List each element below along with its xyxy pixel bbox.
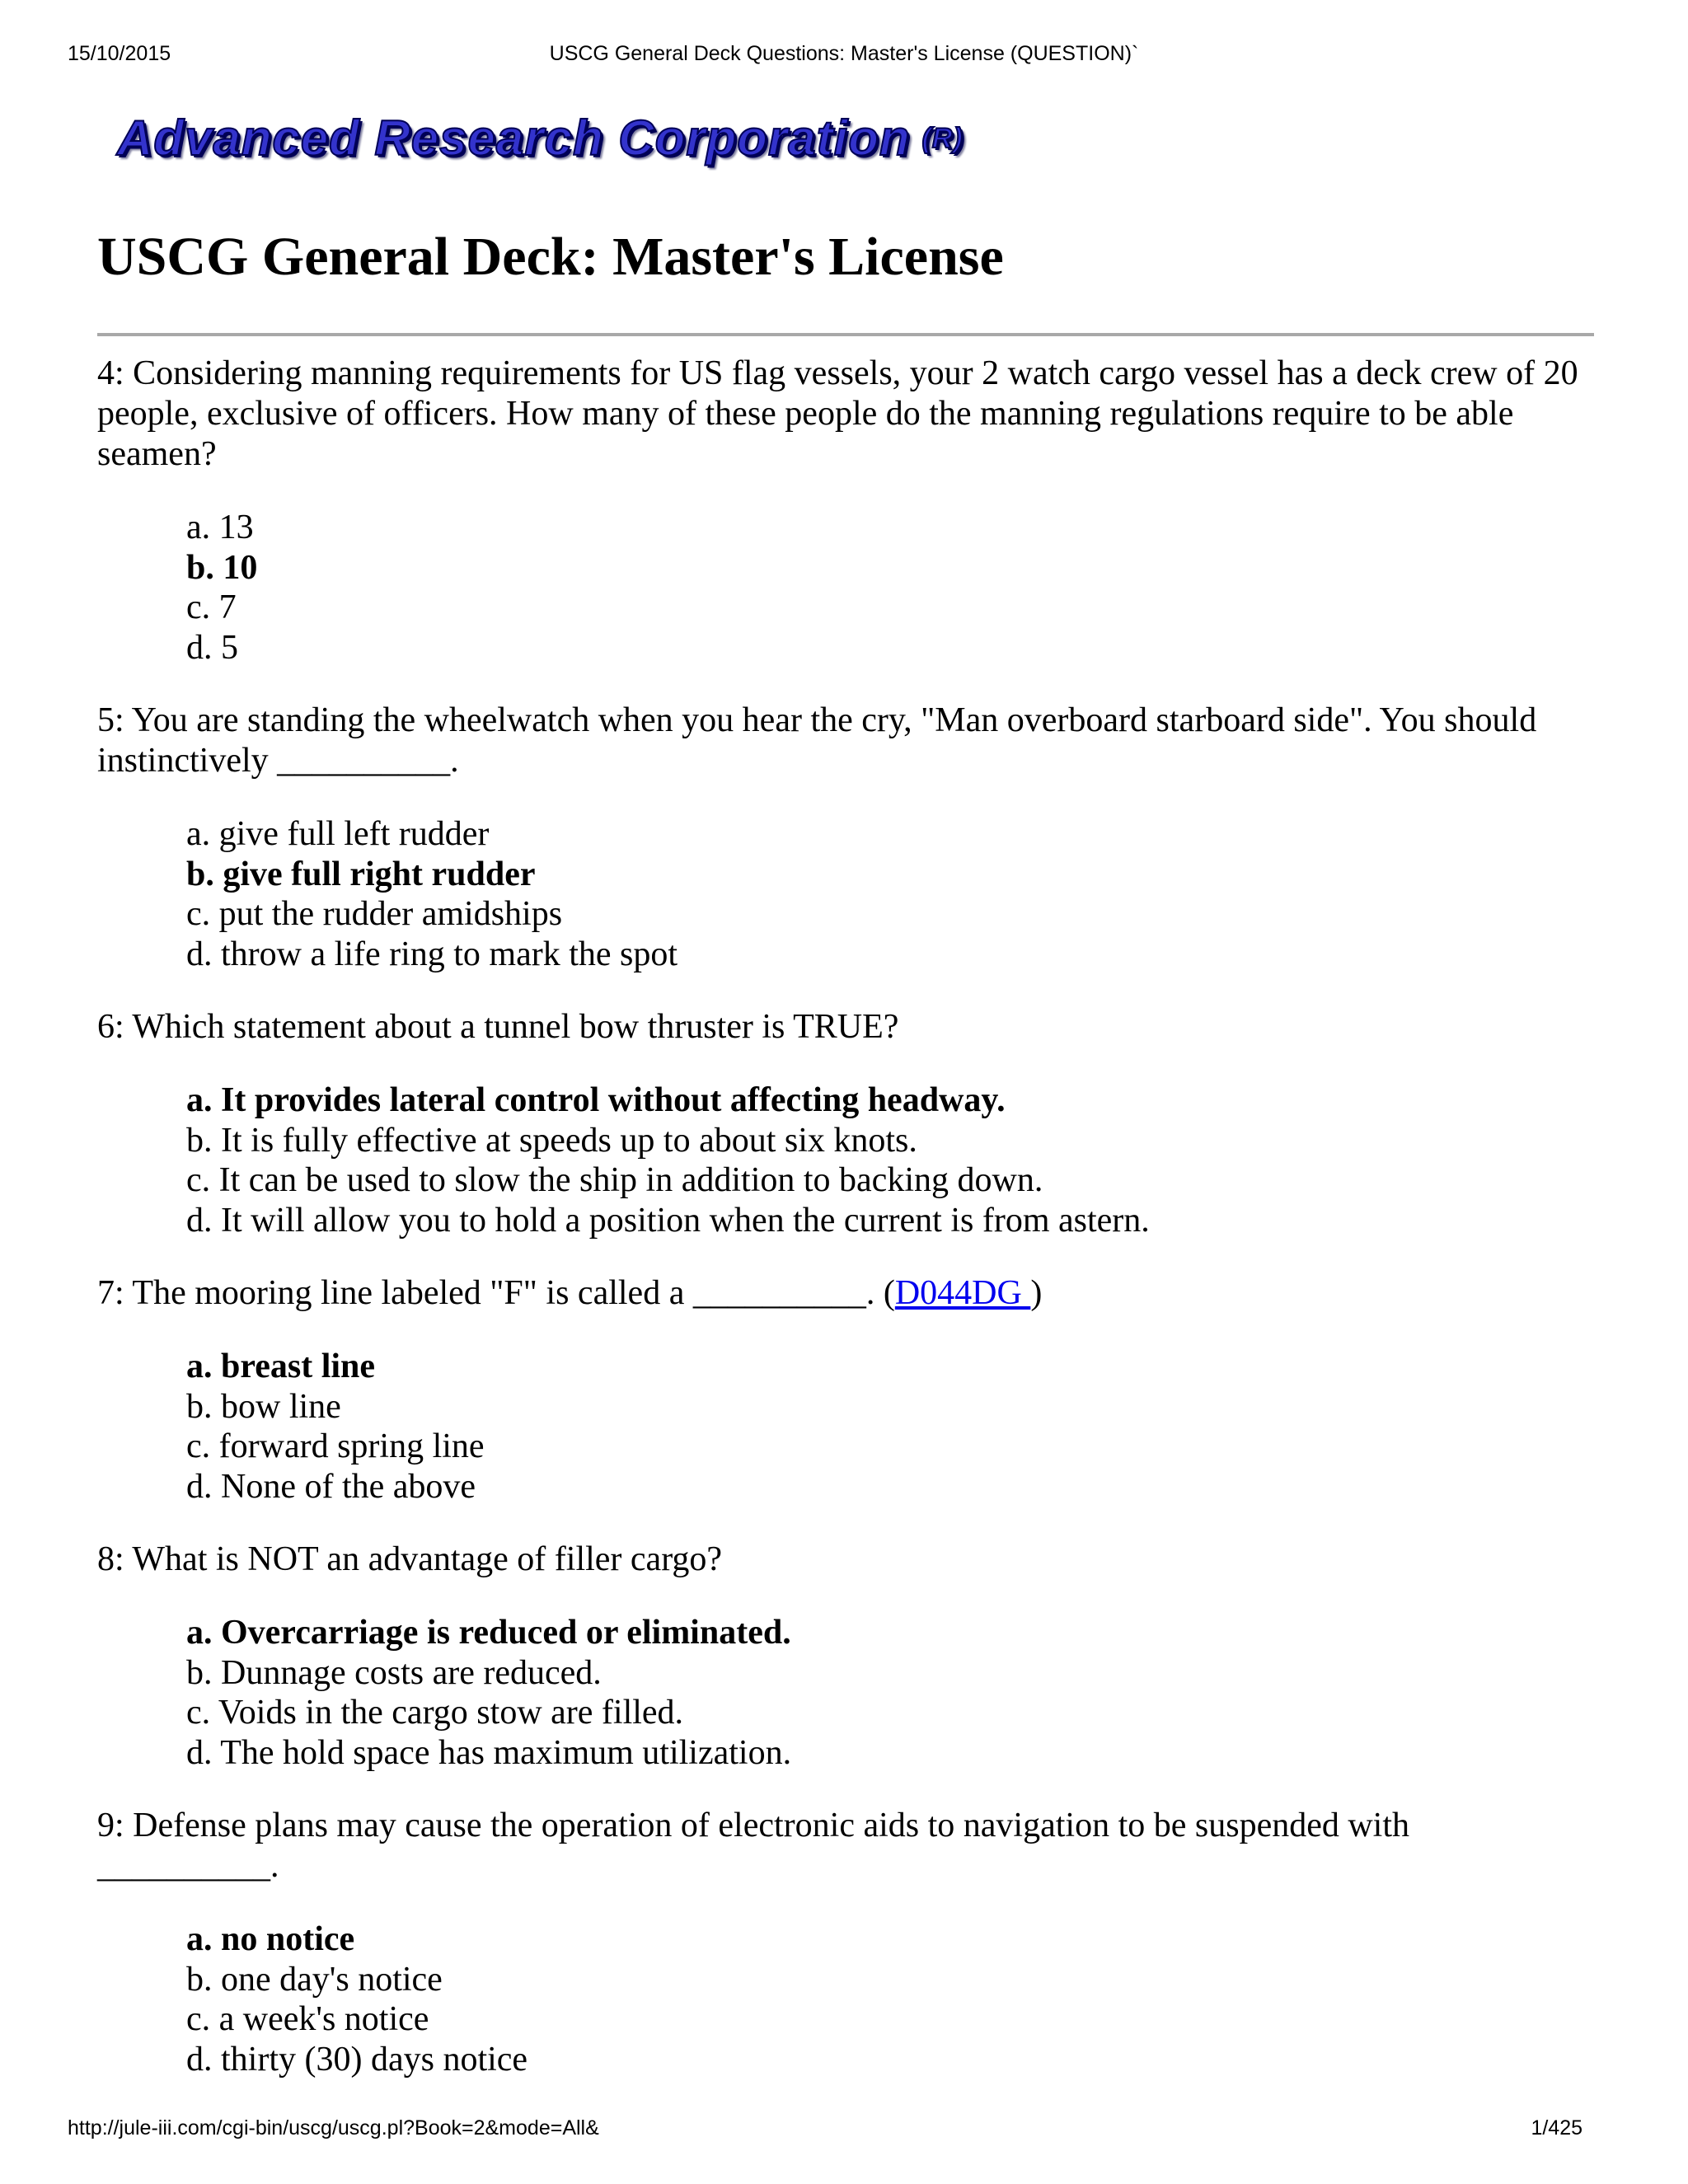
question-text: 6: Which statement about a tunnel bow thruster is TRUE? [97,1008,899,1046]
answer-option: d. The hold space has maximum utilization. [186,1733,792,1772]
answer-option-correct: b. 10 [186,548,258,587]
answer-list [186,1613,1597,1773]
answer-option: d. 5 [186,628,238,667]
answer-list [186,1080,1597,1240]
question-item [97,701,1597,974]
answer-option: b. It is fully effective at speeds up to about six knots. [186,1121,917,1160]
answer-option-correct: a. breast line [186,1347,376,1385]
answer-option-correct: a. no notice [186,1920,355,1958]
question-item [97,1806,1597,2079]
horizontal-divider [97,333,1594,336]
answer-list [186,508,1597,668]
question-text: 5: You are standing the wheelwatch when you hear the cry, "Man overboard starboard side". You should instinctively __________. [97,701,1537,780]
question-text: 7: The mooring line labeled "F" is called a __________. (D044DG ) [97,1274,1043,1312]
question-list [97,354,1597,2112]
answer-option: c. forward spring line [186,1427,485,1465]
answer-option: c. a week's notice [186,2000,429,2038]
print-date: 15/10/2015 [68,42,171,65]
answer-option: d. It will allow you to hold a position when the current is from astern. [186,1201,1150,1240]
company-logo-text: Advanced Research Corporation $^{(R)}$ [117,110,964,166]
answer-option: b. Dunnage costs are reduced. [186,1653,602,1692]
print-source-url: http://jule-iii.com/cgi-bin/uscg/uscg.pl?Book=2&mode=All& [68,2116,599,2139]
question-item [97,1273,1597,1507]
answer-option: b. bow line [186,1387,341,1426]
answer-option: c. Voids in the cargo stow are filled. [186,1694,684,1732]
registered-mark: (R) [921,123,964,154]
answer-option: d. throw a life ring to mark the spot [186,935,678,973]
answer-option: c. put the rudder amidships [186,895,563,933]
diagram-reference-link[interactable]: D044DG [894,1274,1031,1312]
print-page-title: USCG General Deck Questions: Master's License (QUESTION)` [549,42,1139,65]
answer-option-correct: a. It provides lateral control without affecting headway. [186,1081,1006,1119]
question-item [97,1007,1597,1240]
answer-list [186,814,1597,974]
company-logo [117,105,982,180]
answer-option: a. give full left rudder [186,815,490,853]
print-page-number: 1/425 [1531,2116,1582,2139]
answer-list [186,1919,1597,2079]
answer-option: b. one day's notice [186,1960,443,1999]
question-text: 4: Considering manning requirements for US flag vessels, your 2 watch cargo vessel has a deck crew of 20 people, exclusive of officers. How many of these people do the manning regulations require to be able seamen? [97,354,1578,473]
question-text: 8: What is NOT an advantage of filler cargo? [97,1540,723,1578]
answer-option: d. thirty (30) days notice [186,2040,528,2079]
answer-option-correct: b. give full right rudder [186,855,536,893]
question-item [97,354,1597,668]
answer-option: c. 7 [186,588,237,626]
answer-list [186,1347,1597,1507]
answer-option: d. None of the above [186,1467,476,1506]
question-item [97,1540,1597,1773]
answer-option-correct: a. Overcarriage is reduced or eliminated. [186,1614,791,1652]
answer-option: c. It can be used to slow the ship in addition to backing down. [186,1161,1043,1199]
page-title: USCG General Deck: Master's License [97,227,1004,287]
answer-option: a. 13 [186,509,254,546]
question-text: 9: Defense plans may cause the operation of electronic aids to navigation to be suspended with __________. [97,1807,1410,1885]
